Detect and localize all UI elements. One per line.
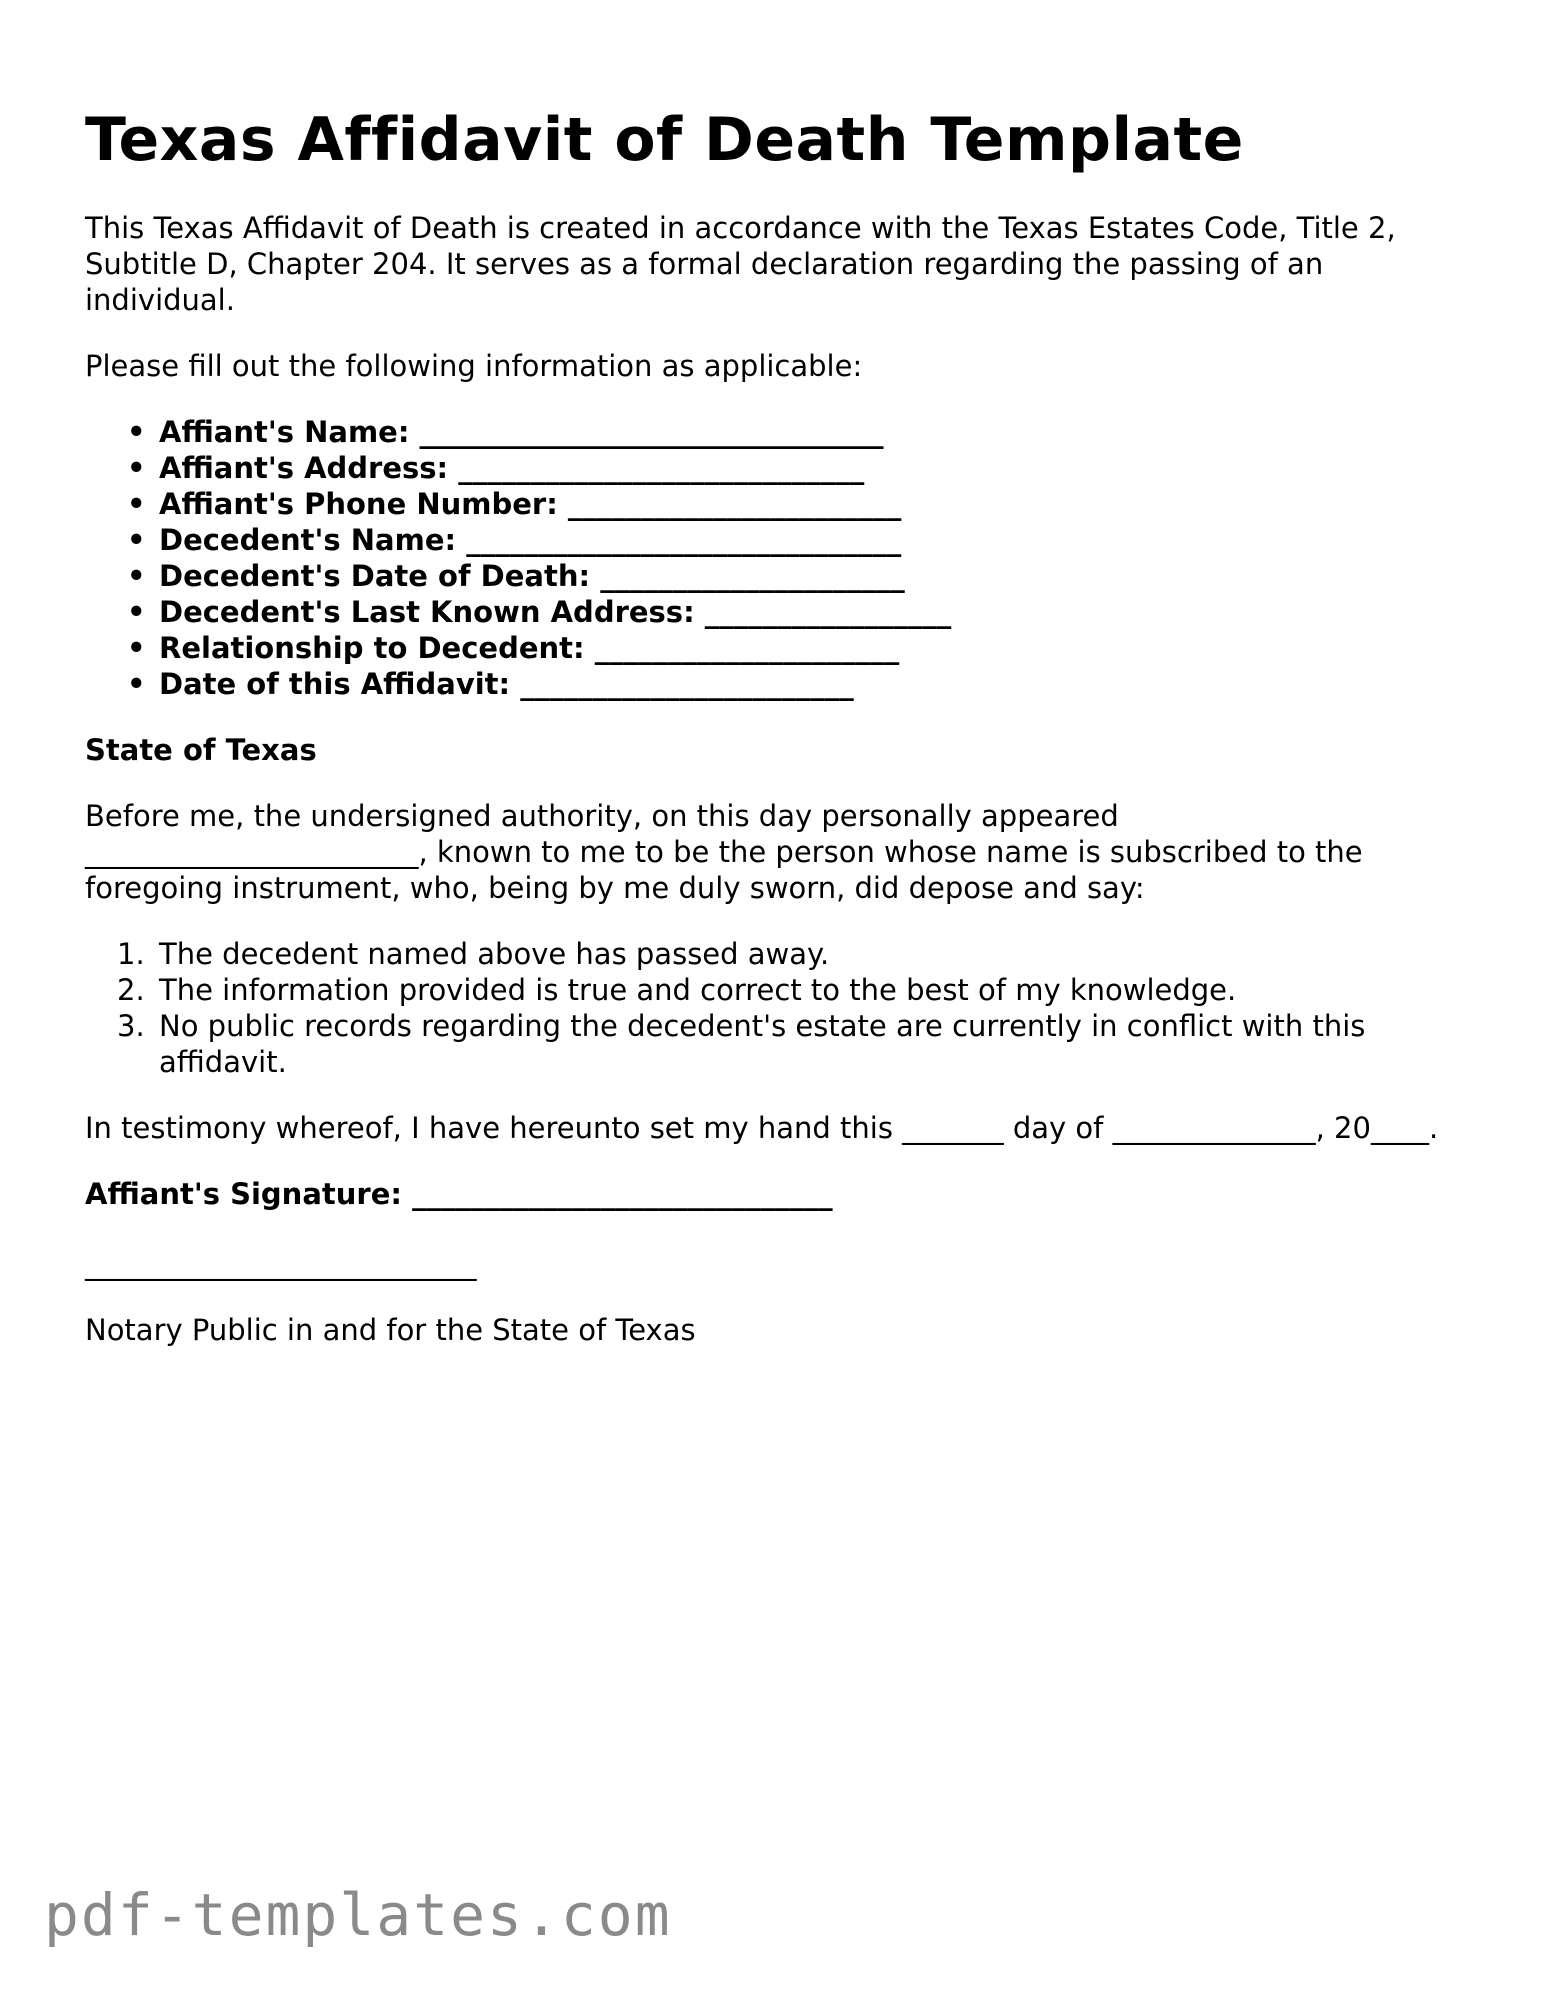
- bullet-icon: •: [127, 667, 146, 701]
- field-blank[interactable]: _____________________: [594, 631, 900, 665]
- field-label: Affiant's Phone Number:: [159, 487, 558, 521]
- notary-signature-blank[interactable]: ___________________________: [85, 1247, 477, 1281]
- field-decedent-last-address: [127, 594, 1465, 630]
- state-heading: State of Texas: [85, 733, 317, 767]
- field-affiant-name: [127, 414, 1465, 450]
- field-label: Decedent's Last Known Address:: [159, 595, 695, 629]
- notary-label: Notary Public in and for the State of Texas: [85, 1313, 696, 1347]
- field-label: Affiant's Address:: [159, 451, 449, 485]
- field-blank[interactable]: _______________________: [567, 487, 902, 521]
- signature-blank[interactable]: _____________________________: [412, 1177, 833, 1211]
- field-blank[interactable]: _______________________: [520, 667, 854, 701]
- field-list: [127, 414, 1465, 702]
- watermark-text: pdf-templates.com: [44, 1881, 672, 1949]
- testimony-paragraph: In testimony whereof, I have hereunto set my hand this _______ day of ______________, 20____.: [85, 1111, 1439, 1145]
- statement-text: The information provided is true and correct to the best of my knowledge.: [159, 973, 1237, 1007]
- statement-list: [117, 936, 1465, 1080]
- bullet-icon: •: [127, 487, 146, 521]
- bullet-icon: •: [127, 559, 146, 593]
- statement-item: [117, 936, 1465, 972]
- field-decedent-date-of-death: [127, 558, 1465, 594]
- field-blank[interactable]: ______________________________: [466, 523, 902, 557]
- field-affidavit-date: [127, 666, 1465, 702]
- statement-text: No public records regarding the decedent's estate are currently in conflict with this affidavit.: [159, 1009, 1366, 1079]
- field-blank[interactable]: _____________________: [600, 559, 905, 593]
- statement-item: [117, 972, 1465, 1008]
- field-blank[interactable]: ________________________________: [419, 415, 884, 449]
- field-relationship: [127, 630, 1465, 666]
- field-affiant-phone: [127, 486, 1465, 522]
- intro-paragraph: This Texas Affidavit of Death is created in accordance with the Texas Estates Code, Title 2, Subtitle D, Chapter 204. It serves as a formal declaration regarding the passing of an individual.: [85, 211, 1396, 317]
- statement-item: [117, 1008, 1465, 1080]
- bullet-icon: •: [127, 631, 146, 665]
- field-blank[interactable]: _________________: [704, 595, 952, 629]
- signature-label: Affiant's Signature:: [85, 1177, 402, 1211]
- field-label: Relationship to Decedent:: [159, 631, 585, 665]
- field-label: Affiant's Name:: [159, 415, 410, 449]
- field-label: Date of this Affidavit:: [159, 667, 511, 701]
- statement-number: 3.: [117, 1009, 145, 1043]
- field-label: Decedent's Date of Death:: [159, 559, 591, 593]
- statement-number: 1.: [117, 937, 145, 971]
- instructions-paragraph: Please fill out the following information as applicable:: [85, 349, 863, 383]
- field-affiant-address: [127, 450, 1465, 486]
- signature-line: [85, 1176, 1465, 1212]
- bullet-icon: •: [127, 595, 146, 629]
- bullet-icon: •: [127, 451, 146, 485]
- document-title: Texas Affidavit of Death Template: [85, 105, 1244, 175]
- field-blank[interactable]: ____________________________: [458, 451, 865, 485]
- field-decedent-name: [127, 522, 1465, 558]
- sworn-statement: Before me, the undersigned authority, on this day personally appeared _______________________, known to me to be the person whose name is subscribed to the foregoing instrument, who, being by me duly sworn, did depose and say:: [85, 799, 1363, 905]
- bullet-icon: •: [127, 523, 146, 557]
- statement-number: 2.: [117, 973, 145, 1007]
- statement-text: The decedent named above has passed away.: [159, 937, 830, 971]
- bullet-icon: •: [127, 415, 146, 449]
- field-label: Decedent's Name:: [159, 523, 457, 557]
- document-page: [85, 100, 1465, 1378]
